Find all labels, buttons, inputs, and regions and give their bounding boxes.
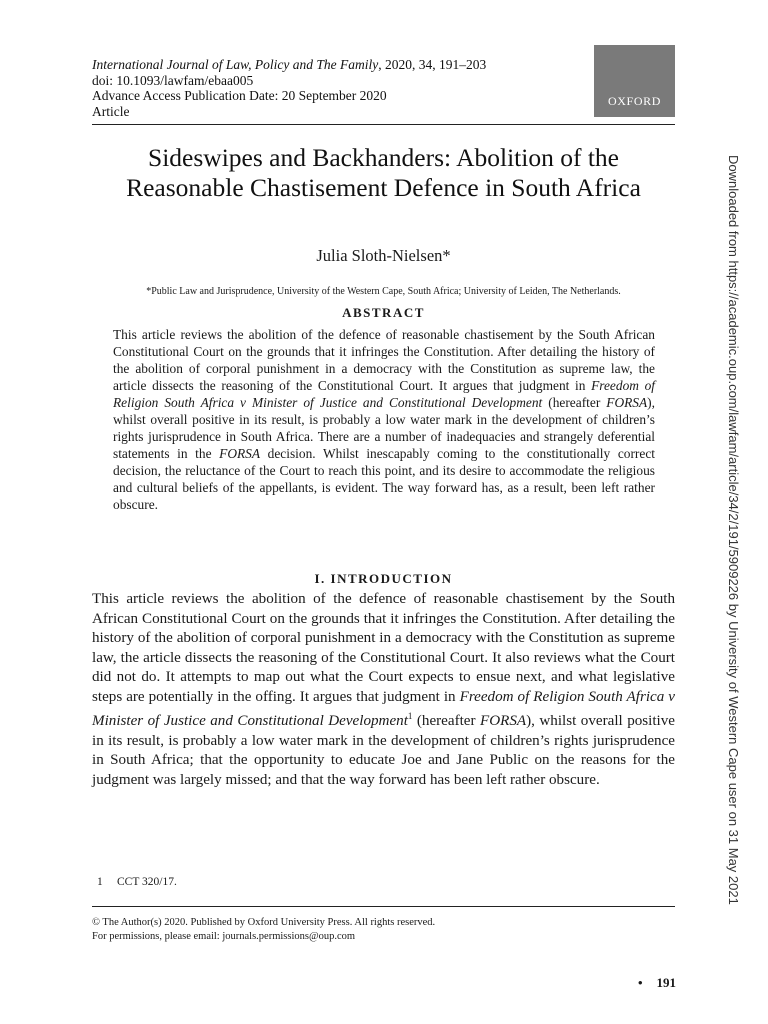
abstract-text-part: This article reviews the abolition of the defence of reasonable chastisement by the South African Constitutional Court on the grounds that it infringes the Constitution. After detailing the history of the abolition of corporal punishment in a democracy with the Constitution as supreme law, the article dissects the reasoning of the Constitutional Court. It argues that judgment in	[113, 327, 655, 393]
header-divider	[92, 124, 675, 125]
introduction-text	[92, 590, 675, 790]
copyright-line: © The Author(s) 2020. Published by Oxford University Press. All rights reserved.	[92, 917, 436, 928]
introduction-heading: I. INTRODUCTION	[314, 571, 453, 586]
footnote-ref[interactable]: 1	[407, 711, 413, 721]
article-type: Article	[92, 103, 130, 119]
access-date: Advance Access Publication Date: 20 September 2020	[92, 88, 387, 103]
oxford-logo-text: OXFORD	[608, 94, 661, 108]
abstract-text-part: ), whilst overall positive in its result, is probably a low water mark in the development of children’s rights jurisprudence in South Africa. There are a number of inadequacies and strangely deferential statements in the	[113, 395, 655, 461]
abstract-forsa: FORSA	[606, 395, 648, 410]
page-number	[638, 975, 676, 991]
intro-text-part: (hereafter	[412, 713, 481, 730]
oxford-logo	[594, 45, 675, 117]
abstract-text-part: decision. Whilst inescapably coming to the constitutionally correct decision, the reluctance of the Court to reach this point, and its desire to accommodate the religious and cultural beliefs of the appellants, is evident. The way forward has, as a result, been left rather obscure.	[113, 446, 656, 512]
abstract-heading: ABSTRACT	[342, 305, 425, 320]
journal-volume-pages: , 2020, 34, 191–203	[378, 57, 487, 72]
permissions-line: For permissions, please email: journals.permissions@oup.com	[92, 931, 356, 942]
footnote-text: CCT 320/17.	[117, 876, 177, 888]
page-number-value: 191	[656, 975, 676, 990]
copyright-block	[92, 916, 675, 944]
abstract-text-part: (hereafter	[542, 395, 607, 410]
abstract-case-name: Freedom of Religion South Africa v Minister of Justice and Constitutional Development	[113, 378, 655, 410]
page-bullet: •	[637, 975, 643, 990]
author-affiliation: *Public Law and Jurisprudence, University of the Western Cape, South Africa; University of Leiden, The Netherlands.	[146, 286, 621, 297]
intro-case-name: Freedom of Religion South Africa v Minister of Justice and Constitutional Development	[92, 688, 675, 730]
footnote-number: 1	[97, 876, 103, 888]
abstract-forsa: FORSA	[219, 446, 261, 461]
doi[interactable]: doi: 10.1093/lawfam/ebaa005	[92, 72, 254, 88]
journal-citation	[92, 57, 572, 73]
abstract-text	[113, 326, 655, 513]
intro-text-part: This article reviews the abolition of the defence of reasonable chastisement by the South African Constitutional Court on the grounds that it infringes the Constitution. After detailing the history of the abolition of corporal punishment in a democracy with the Constitution as supreme law, the article dissects the reasoning of the Constitutional Court. It also reviews what the Court did not do. It attempts to map out what the Court expects to ensue next, and what legislative steps are potentially in the offing. It argues that judgment in	[92, 591, 675, 705]
journal-name: International Journal of Law, Policy and The Family	[92, 57, 379, 72]
footnote	[97, 876, 657, 888]
author-name[interactable]: Julia Sloth-Nielsen*	[316, 246, 451, 265]
footer-divider	[92, 906, 675, 907]
download-watermark: Downloaded from https://academic.oup.com/lawfam/article/34/2/191/5909226 by University of Western Cape user on 31 May 2021	[726, 155, 741, 905]
intro-forsa: FORSA	[480, 713, 527, 730]
journal-header	[92, 57, 572, 119]
article-title: Sideswipes and Backhanders: Abolition of the Reasonable Chastisement Defence in South Africa	[126, 143, 641, 202]
intro-text-part: ), whilst overall positive in its result, is probably a low water mark in the development of children’s rights jurisprudence in South Africa; that the opportunity to educate Joe and Jane Public on the reasons for the judgment was largely missed; and that the way forward has been left rather obscure.	[92, 713, 675, 788]
